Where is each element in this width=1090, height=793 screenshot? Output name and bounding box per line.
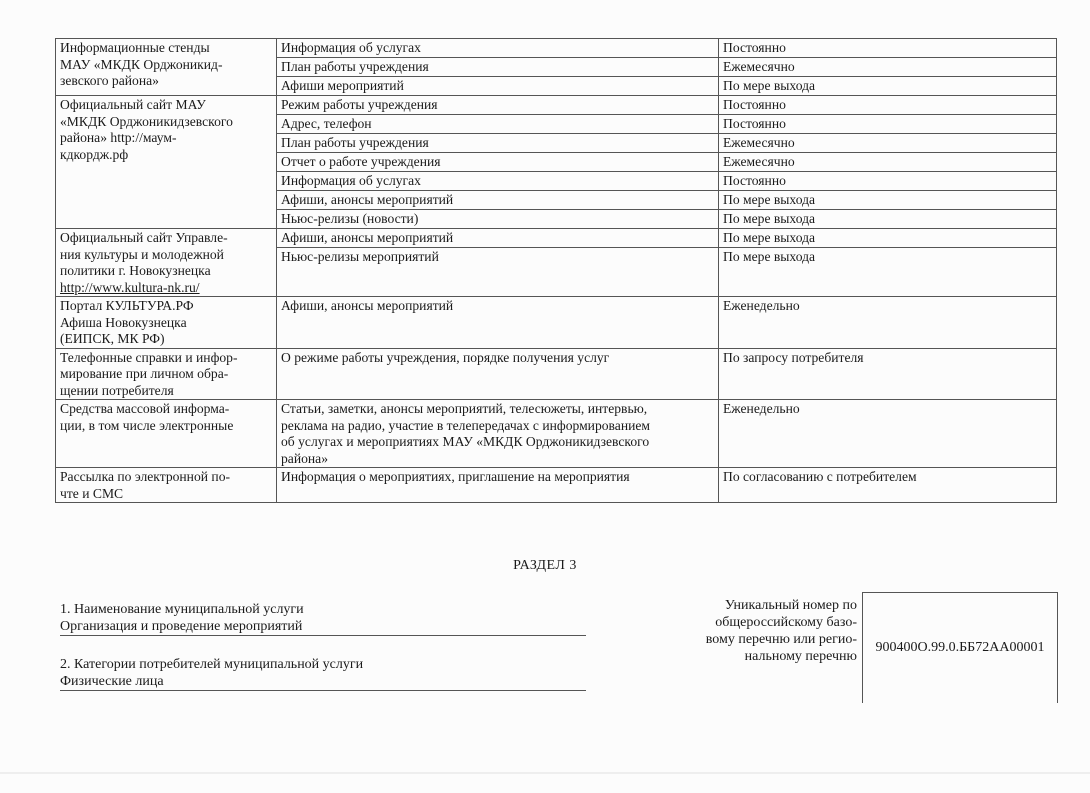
channel-line: «МКДК Орджоникидзевского [60,113,233,129]
channel-line: чте и СМС [60,485,124,501]
channel-line: Средства массовой информа- [60,401,230,416]
frequency-cell: Постоянно [719,115,1057,134]
content-cell: Информация об услугах [277,172,719,191]
service-name-label: 1. Наименование муниципальной услуги [60,602,304,617]
channel-cell [56,468,277,503]
channel-cell [56,229,277,297]
frequency-cell: Ежемесячно [719,134,1057,153]
content-line: реклама на радио, участие в телепередачах с информированием [281,417,651,433]
unique-label-line: вому перечню или регио- [705,632,857,647]
content-cell: Ньюс-релизы (новости) [277,210,719,229]
channel-line: кдкордж.рф [60,146,129,162]
channel-cell [56,297,277,349]
channel-line: (ЕИПСК, МК РФ) [60,331,165,346]
unique-number-value: 900400О.99.0.ББ72АА00001 [875,640,1045,655]
section-title: РАЗДЕЛ 3 [513,558,577,573]
content-cell: Афиши, анонсы мероприятий [277,191,719,210]
frequency-cell: Ежемесячно [719,58,1057,77]
content-line: об услугах и мероприятиях МАУ «МКДК Орджоникидзевского [281,434,650,449]
channel-line: зевского района» [60,73,159,88]
frequency-cell: Постоянно [719,39,1057,58]
channel-line: щении потребителя [60,382,174,398]
frequency-cell: По мере выхода [719,191,1057,210]
unique-label-line: нальному перечню [744,649,857,664]
service-name-field [60,601,586,636]
frequency-cell: По мере выхода [719,229,1057,248]
channel-line: Рассылка по электронной по- [60,469,231,484]
content-cell: План работы учреждения [277,134,719,153]
channel-line: МАУ «МКДК Орджоникид- [60,56,223,72]
channel-line: Портал КУЛЬТУРА.РФ [60,298,194,313]
scan-edge [0,772,1090,774]
channel-line: мирование при личном обра- [60,366,229,381]
channel-line: Официальный сайт Управле- [60,230,228,245]
unique-label-line: общероссийскому базо- [715,615,857,630]
content-cell: Ньюс-релизы мероприятий [277,248,719,297]
content-cell: Адрес, телефон [277,115,719,134]
content-cell: О режиме работы учреждения, порядке получения услуг [277,348,719,400]
content-cell: План работы учреждения [277,58,719,77]
channel-cell [56,39,277,96]
frequency-cell: Еженедельно [719,297,1057,349]
content-line: Статьи, заметки, анонсы мероприятий, телесюжеты, интервью, [281,401,648,416]
service-name-value: Организация и проведение мероприятий [60,619,303,634]
content-cell: Афиши, анонсы мероприятий [277,229,719,248]
channel-line: района» http://маум- [60,130,177,145]
frequency-cell: По запросу потребителя [719,348,1057,400]
unique-label-line: Уникальный номер по [724,598,857,613]
content-cell: Отчет о работе учреждения [277,153,719,172]
channel-line: политики г. Новокузнецка [60,263,211,278]
table-row [56,468,1057,503]
channel-line: ции, в том числе электронные [60,417,234,433]
channel-line: ния культуры и молодежной [60,246,224,262]
table-row [56,400,1057,468]
frequency-cell: По мере выхода [719,248,1057,297]
consumer-category-label: 2. Категории потребителей муниципальной услуги [60,657,364,672]
frequency-cell: Еженедельно [719,400,1057,468]
unique-number-box [862,592,1058,703]
content-cell: Афиши, анонсы мероприятий [277,297,719,349]
content-cell: Информация об услугах [277,39,719,58]
table-row [56,348,1057,400]
channel-cell [56,348,277,400]
content-line: района» [281,450,329,466]
frequency-cell: Ежемесячно [719,153,1057,172]
channel-line: Информационные стенды [60,40,210,55]
table-row [56,229,1057,248]
content-cell [277,400,719,468]
table-row [56,39,1057,58]
channel-line: Телефонные справки и инфор- [60,349,238,365]
channel-line: Афиша Новокузнецка [60,314,187,330]
frequency-cell: По согласованию с потребителем [719,468,1057,503]
information-table [55,38,1057,503]
frequency-cell: Постоянно [719,96,1057,115]
frequency-cell: По мере выхода [719,77,1057,96]
channel-line: Официальный сайт МАУ [60,97,206,112]
kultura-link[interactable]: http://www.kultura-nk.ru/ [60,279,200,295]
table-row [56,96,1057,115]
frequency-cell: По мере выхода [719,210,1057,229]
table-row [56,297,1057,349]
content-cell: Информация о мероприятиях, приглашение на мероприятия [277,468,719,503]
channel-cell [56,400,277,468]
channel-cell [56,96,277,229]
content-cell: Афиши мероприятий [277,77,719,96]
consumer-category-value: Физические лица [60,674,164,689]
consumer-category-field [60,656,586,691]
unique-number-label [690,597,857,665]
content-cell: Режим работы учреждения [277,96,719,115]
frequency-cell: Постоянно [719,172,1057,191]
